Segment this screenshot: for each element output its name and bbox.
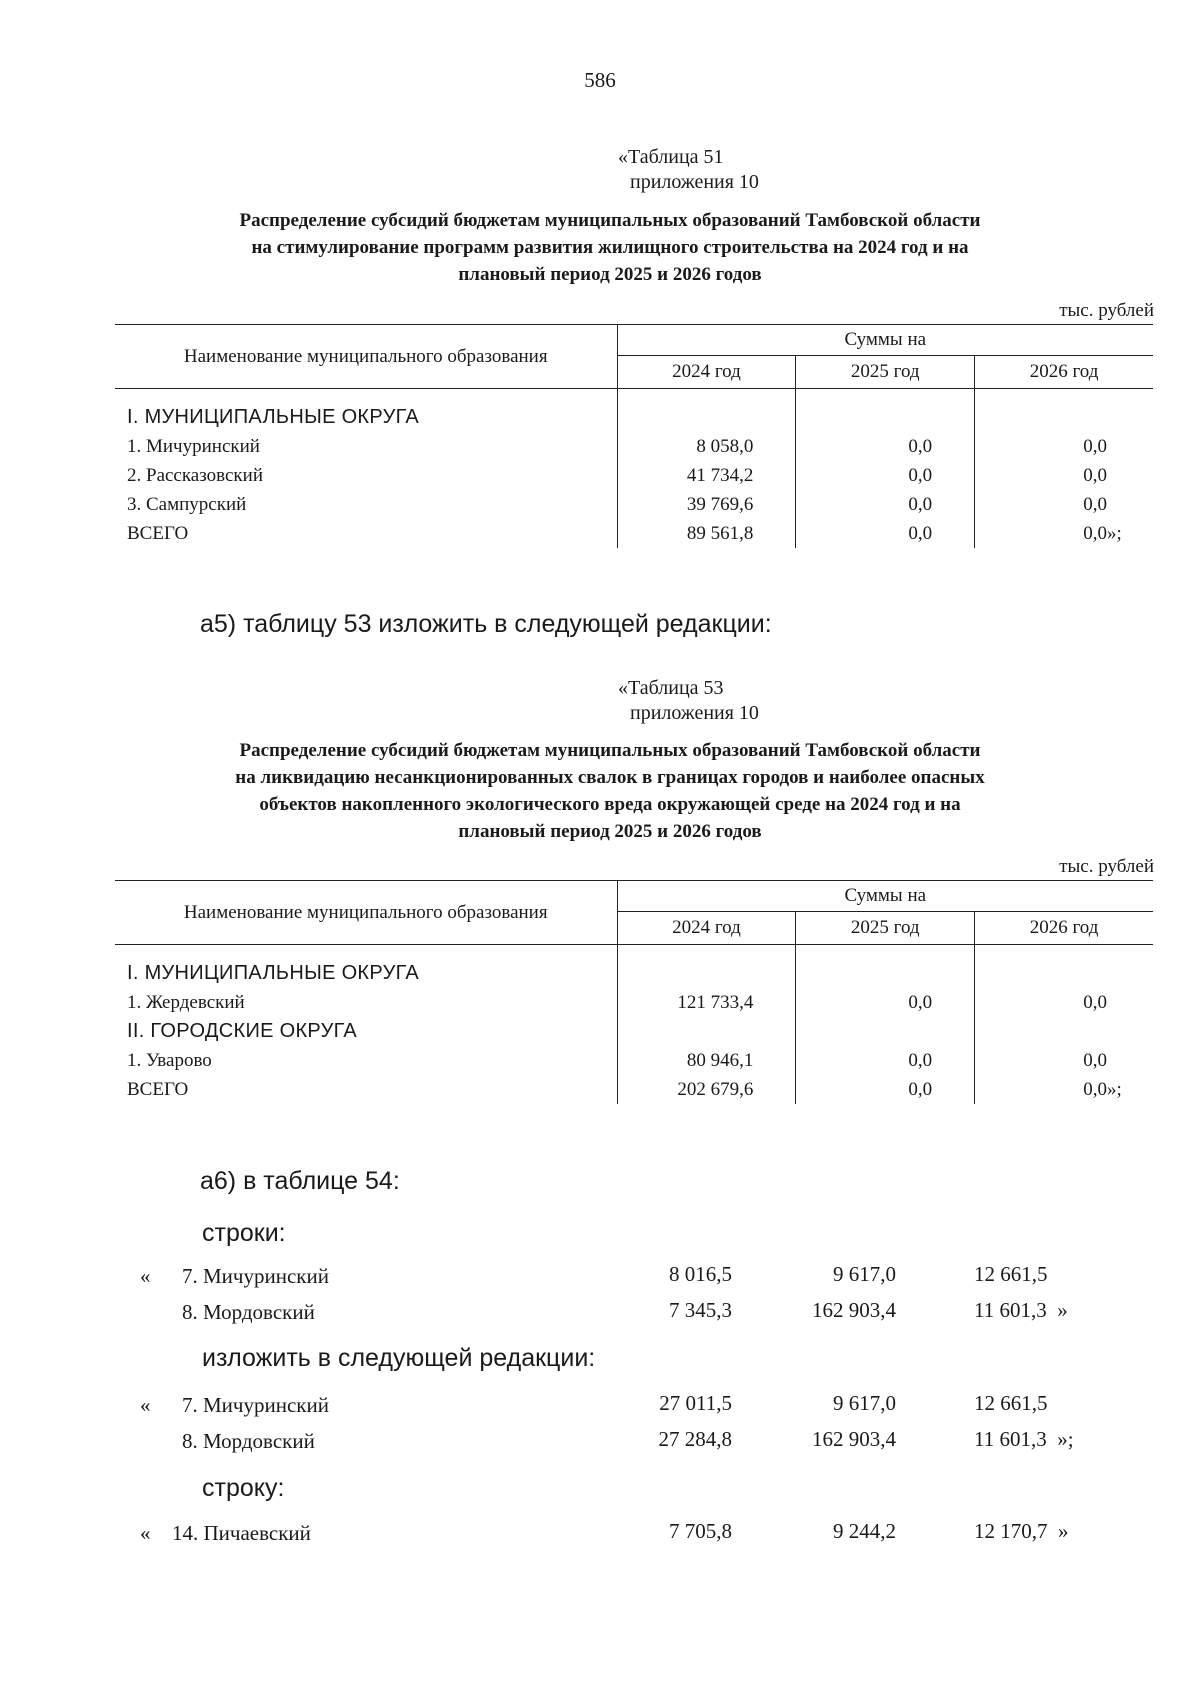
row-value-1: 27 284,8 (658, 1427, 732, 1451)
row-value-2: 162 903,4 (812, 1298, 896, 1322)
row-open-quote: « (140, 1393, 151, 1417)
row-value-2: 9 617,0 (833, 1262, 896, 1286)
total-2025: 0,0 (796, 1075, 975, 1104)
table53-units: тыс. рублей (1059, 856, 1154, 877)
value-2026: 0,0 (975, 988, 1153, 1017)
table-total-row (115, 1075, 1153, 1104)
total-label: ВСЕГО (127, 1078, 189, 1100)
row-value-3 (974, 1262, 1048, 1287)
row-value-3-text: 12 170,7 (974, 1519, 1048, 1543)
header-year-2026: 2026 год (975, 356, 1153, 389)
total-2024: 202 679,6 (617, 1075, 796, 1104)
total-2026: 0,0»; (975, 519, 1153, 548)
value-2024: 41 734,2 (617, 461, 796, 490)
row-value-3-text: 12 661,5 (974, 1262, 1048, 1286)
table53-title-line: Распределение субсидий бюджетам муниципальных образований Тамбовской области (239, 740, 981, 761)
table53-title (150, 737, 1070, 845)
row-name: 7. Мичуринский (182, 1264, 329, 1288)
row-open-quote: « (140, 1264, 151, 1288)
row-name: 8. Мордовский (182, 1300, 315, 1324)
table-row (115, 403, 1153, 432)
value-2025: 0,0 (796, 988, 975, 1017)
row-value-3-text: 12 661,5 (974, 1391, 1048, 1415)
section-heading: II. ГОРОДСКИЕ ОКРУГА (127, 1020, 358, 1042)
value-2026: 0,0 (975, 1046, 1153, 1075)
row-name: 2. Рассказовский (127, 464, 263, 486)
section-heading: I. МУНИЦИПАЛЬНЫЕ ОКРУГА (127, 406, 420, 428)
row-value-1: 8 016,5 (669, 1262, 732, 1286)
total-2026-value: 0,0 (1083, 1078, 1107, 1100)
row-value-1: 7 345,3 (669, 1298, 732, 1322)
row-name: 1. Мичуринский (127, 435, 260, 457)
total-2025: 0,0 (796, 519, 975, 548)
value-2025: 0,0 (796, 490, 975, 519)
header-sums: Суммы на (617, 881, 1153, 912)
row-close-quote: » (1057, 1298, 1068, 1322)
table53-title-line: плановый период 2025 и 2026 годов (458, 821, 762, 842)
total-label: ВСЕГО (127, 522, 189, 544)
row-value-3 (974, 1391, 1048, 1416)
header-year-2025: 2025 год (796, 356, 975, 389)
label-rows: строки: (202, 1219, 286, 1247)
table-total-row (115, 519, 1153, 548)
row-value-2: 162 903,4 (812, 1427, 896, 1451)
table51-ref-line2: приложения 10 (630, 171, 759, 193)
value-2024: 39 769,6 (617, 490, 796, 519)
header-name-column: Наименование муниципального образования (115, 881, 617, 945)
row-name: 3. Сампурский (127, 493, 247, 515)
table53-title-line: на ликвидацию несанкционированных свалок в границах городов и наиболее опасных (235, 767, 985, 788)
row-value-2: 9 244,2 (833, 1519, 896, 1543)
table-row (115, 490, 1153, 519)
row-value-1: 27 011,5 (659, 1391, 732, 1415)
row-value-3 (974, 1298, 1068, 1323)
row-name: 14. Пичаевский (172, 1521, 311, 1545)
row-name: 1. Уварово (127, 1049, 212, 1071)
table51-title-line: на стимулирование программ развития жилищного строительства на 2024 год и на (251, 237, 969, 258)
table53-title-line: объектов накопленного экологического вреда окружающей среде на 2024 год и на (259, 794, 961, 815)
table-row (115, 461, 1153, 490)
instruction-a5: а5) таблицу 53 изложить в следующей редакции: (200, 610, 772, 638)
header-year-2025: 2025 год (796, 912, 975, 945)
value-2024: 121 733,4 (617, 988, 796, 1017)
value-2026: 0,0 (975, 490, 1153, 519)
table51-title-line: плановый период 2025 и 2026 годов (458, 264, 762, 285)
table51-ref-line1: «Таблица 51 (618, 146, 724, 168)
total-2024: 89 561,8 (617, 519, 796, 548)
value-2024: 8 058,0 (617, 432, 796, 461)
value-2026: 0,0 (975, 461, 1153, 490)
row-value-3-text: 11 601,3 (974, 1298, 1047, 1322)
table53-ref-line2: приложения 10 (630, 702, 759, 724)
table53 (115, 880, 1153, 1104)
row-name: 1. Жердевский (127, 991, 245, 1013)
header-year-2026: 2026 год (975, 912, 1153, 945)
page-number: 586 (584, 68, 616, 92)
table51-units: тыс. рублей (1059, 300, 1154, 321)
table-row (115, 988, 1153, 1017)
row-value-3 (974, 1427, 1074, 1452)
header-name-column: Наименование муниципального образования (115, 325, 617, 389)
table-row (115, 1046, 1153, 1075)
value-2026: 0,0 (975, 432, 1153, 461)
row-open-quote: « (140, 1521, 151, 1545)
value-2025: 0,0 (796, 461, 975, 490)
value-2024: 80 946,1 (617, 1046, 796, 1075)
row-close-quote: » (1058, 1519, 1069, 1543)
header-year-2024: 2024 год (617, 912, 796, 945)
table-row (115, 432, 1153, 461)
section-heading: I. МУНИЦИПАЛЬНЫЕ ОКРУГА (127, 962, 420, 984)
row-value-3-text: 11 601,3 (974, 1427, 1047, 1451)
row-value-2: 9 617,0 (833, 1391, 896, 1415)
label-row: строку: (202, 1474, 285, 1502)
value-2025: 0,0 (796, 432, 975, 461)
table-row (115, 1017, 1153, 1046)
total-2026-value: 0,0 (1083, 522, 1107, 544)
row-value-1: 7 705,8 (669, 1519, 732, 1543)
label-new-edition: изложить в следующей редакции: (202, 1344, 596, 1372)
table-row (115, 959, 1153, 988)
row-value-3 (974, 1519, 1069, 1544)
row-close-quote: »; (1057, 1427, 1074, 1451)
row-name: 7. Мичуринский (182, 1393, 329, 1417)
header-year-2024: 2024 год (617, 356, 796, 389)
value-2025: 0,0 (796, 1046, 975, 1075)
table53-ref-line1: «Таблица 53 (618, 677, 724, 699)
header-sums: Суммы на (617, 325, 1153, 356)
table51-title (150, 207, 1070, 288)
instruction-a6: а6) в таблице 54: (200, 1167, 400, 1195)
table51 (115, 324, 1153, 548)
row-name: 8. Мордовский (182, 1429, 315, 1453)
table51-title-line: Распределение субсидий бюджетам муниципальных образований Тамбовской области (239, 210, 981, 231)
total-2026: 0,0»; (975, 1075, 1153, 1104)
